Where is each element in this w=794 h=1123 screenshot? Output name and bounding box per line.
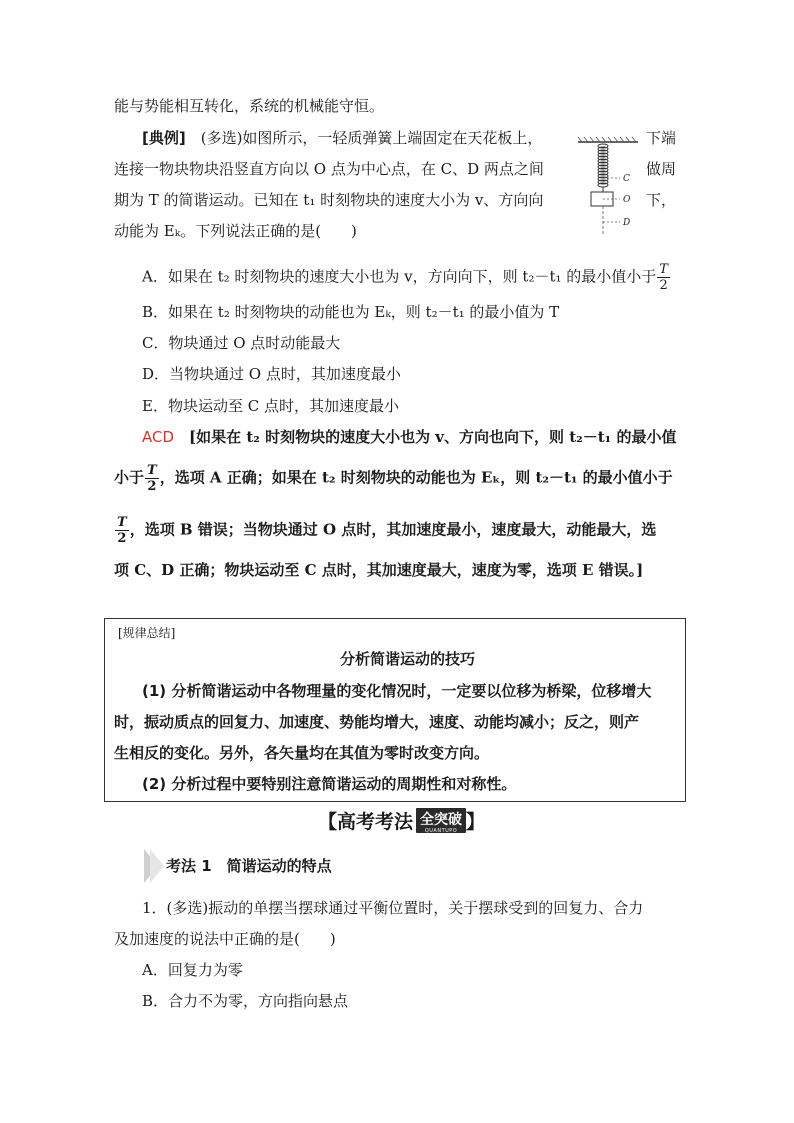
bracket-close: 】	[466, 810, 486, 833]
answer-line-3	[114, 515, 656, 546]
answer-frac2-num: T	[117, 515, 127, 530]
answer-key: ACD	[142, 428, 175, 446]
summary-title: 分析简谐运动的技巧	[340, 650, 476, 668]
example-tail-1: 下端	[646, 129, 677, 147]
badge-text: 全突破	[420, 811, 463, 828]
question1-option-a: A．回复力为零	[142, 961, 243, 979]
summary-tag: [规律总结]	[118, 626, 176, 640]
option-b: B．如果在 t₂ 时刻物块的动能也为 Eₖ，则 t₂－t₁ 的最小值为 T	[142, 303, 560, 321]
answer-text-2b: ，选项 A 正确；如果在 t₂ 时刻物块的动能也为 Eₖ，则 t₂－t₁ 的最小值小于	[159, 468, 673, 487]
summary-p1-line2: 时，振动质点的回复力、加速度、势能均增大，速度、动能均减小；反之，则产	[114, 713, 640, 731]
summary-p1-line1: (1) 分析简谐运动中各物理量的变化情况时，一定要以位移为桥梁，位移增大	[142, 682, 652, 700]
question1-line2: 及加速度的说法中正确的是( )	[114, 930, 336, 948]
badge-subtext: QUANTUPO	[424, 827, 458, 834]
answer-frac1-num: T	[147, 463, 157, 478]
question1-option-b: B．合力不为零，方向指向悬点	[142, 992, 349, 1010]
intro-line: 能与势能相互转化，系统的机械能守恒。	[114, 97, 385, 115]
option-a-text: A．如果在 t₂ 时刻物块的速度大小也为 v，方向向下，则 t₂－t₁ 的最小值小于	[142, 267, 657, 286]
example-line-1	[142, 127, 542, 149]
option-a-den: 2	[659, 278, 668, 293]
answer-frac2-den: 2	[117, 531, 127, 546]
answer-line-1	[142, 426, 676, 448]
spring-figure	[572, 134, 644, 238]
kaofa-label: 考法 1 简谐运动的特点	[166, 857, 332, 875]
answer-text-3: ，选项 B 错误；当物块通过 O 点时，其加速度最小，速度最大，动能最大，选	[129, 520, 657, 539]
option-d: D．当物块通过 O 点时，其加速度最小	[142, 365, 401, 383]
example-line-2: 连接一物块物块沿竖直方向以 O 点为中心点，在 C、D 两点之间	[114, 160, 544, 178]
answer-text-1: [如果在 t₂ 时刻物块的速度大小也为 v、方向也向下，则 t₂－t₁ 的最小值	[174, 428, 677, 446]
example-text-1: (多选)如图所示，一轻质弹簧上端固定在天花板上，	[185, 129, 543, 147]
answer-line-2	[114, 463, 673, 494]
option-e: E．物块运动至 C 点时，其加速度最小	[142, 397, 399, 415]
label-c: C	[623, 174, 630, 184]
answer-fraction-1	[145, 463, 159, 494]
example-line-3: 期为 T 的简谐运动。已知在 t₁ 时刻物块的速度大小为 v、方向向	[114, 191, 544, 209]
option-a-num: T	[659, 262, 668, 277]
example-tail-2: 做周	[646, 160, 677, 178]
answer-fraction-2	[115, 515, 129, 546]
option-a	[142, 262, 671, 293]
bracket-open: 【	[318, 810, 338, 833]
section-badge	[416, 808, 466, 833]
section-banner	[318, 807, 485, 833]
summary-p2: (2) 分析过程中要特别注意简谐运动的周期性和对称性。	[142, 775, 517, 793]
question1-line1: 1．(多选)振动的单摆当摆球通过平衡位置时，关于摆球受到的回复力、合力	[142, 899, 644, 917]
answer-text-2a: 小于	[114, 468, 145, 487]
example-tag: [典例]	[142, 129, 186, 147]
option-c: C．物块通过 O 点时动能最大	[142, 334, 341, 352]
example-tail-3: 下，	[646, 191, 677, 209]
label-o: O	[623, 195, 631, 205]
example-line-4: 动能为 Eₖ。下列说法正确的是( )	[114, 222, 357, 240]
label-d: D	[623, 218, 631, 228]
section-title: 高考考法	[337, 810, 414, 833]
answer-frac1-den: 2	[147, 479, 157, 494]
option-a-fraction	[657, 262, 670, 293]
answer-line-4: 项 C、D 正确；物块运动至 C 点时，其加速度最大，速度为零，选项 E 错误。]	[114, 561, 644, 579]
summary-p1-line3: 生相反的变化。另外，各矢量均在其值为零时改变方向。	[114, 744, 490, 762]
